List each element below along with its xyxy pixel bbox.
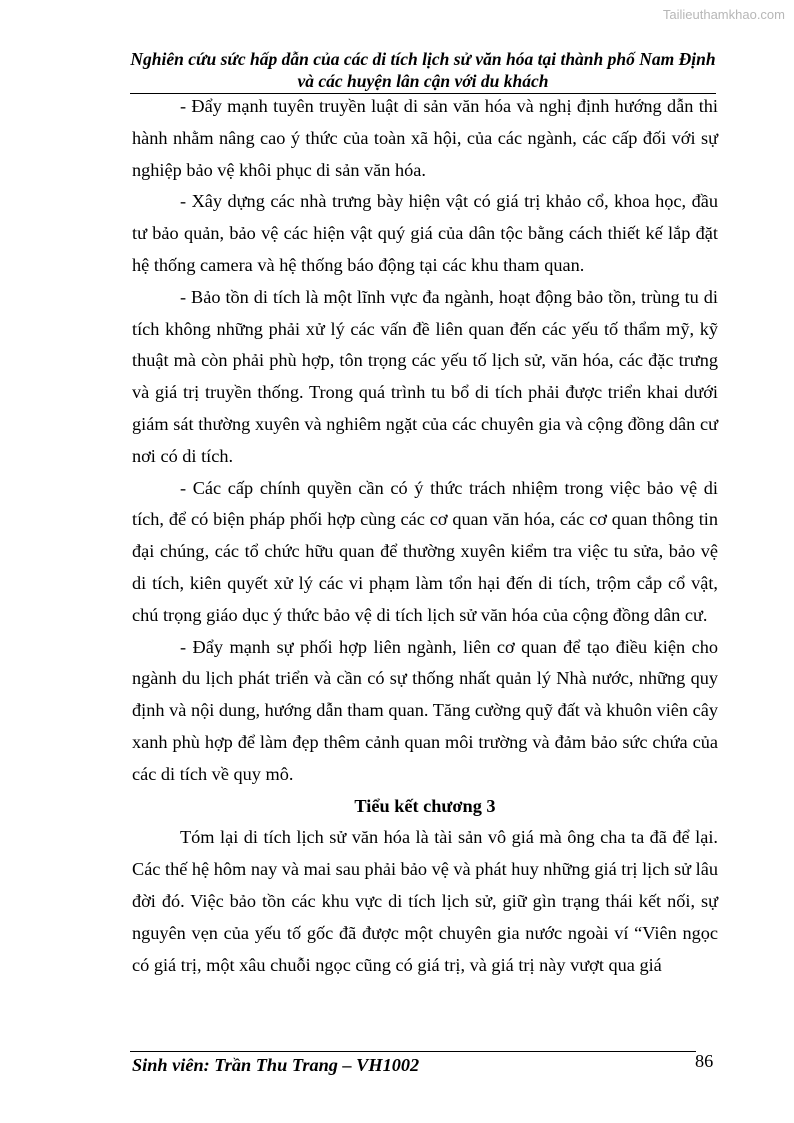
running-header-title: Nghiên cứu sức hấp dẫn của các di tích lịch sử văn hóa tại thành phố Nam Định và các huyện lân cận với du khách	[130, 49, 716, 91]
paragraph-3: - Bảo tồn di tích là một lĩnh vực đa ngành, hoạt động bảo tồn, trùng tu di tích không những phải xử lý các vấn đề liên quan đến các yếu tố thẩm mỹ, kỹ thuật mà còn phải phù hợp, tôn trọng các yếu tố lịch sử, văn hóa, các đặc trưng và giá trị truyền thống. Trong quá trình tu bổ di tích phải được triển khai dưới giám sát thường xuyên và nghiêm ngặt của các chuyên gia và cộng đồng dân cư nơi có di tích.	[132, 286, 718, 466]
paragraph-4: - Các cấp chính quyền cần có ý thức trách nhiệm trong việc bảo vệ di tích, để có biện pháp phối hợp cùng các cơ quan văn hóa, các cơ quan thông tin đại chúng, các tổ chức hữu quan để thường xuyên kiểm tra việc tu sửa, bảo vệ di tích, kiên quyết xử lý các vi phạm làm tổn hại đến di tích, trộm cắp cổ vật, chú trọng giáo dục ý thức bảo vệ di tích lịch sử văn hóa của cộng đồng dân cư.	[132, 477, 718, 625]
paragraph-2: - Xây dựng các nhà trưng bày hiện vật có giá trị khảo cổ, khoa học, đầu tư bảo quản, bảo vệ các hiện vật quý giá của dân tộc bằng cách thiết kế lắp đặt hệ thống camera và hệ thống báo động tại các khu tham quan.	[132, 191, 718, 275]
footer-author: Sinh viên: Trần Thu Trang – VH1002	[132, 1055, 420, 1075]
watermark: Tailieuthamkhao.com	[662, 7, 785, 22]
section-heading: Tiểu kết chương 3	[354, 795, 496, 816]
paragraph-5: - Đẩy mạnh sự phối hợp liên ngành, liên cơ quan để tạo điều kiện cho ngành du lịch phát triển và cần có sự thống nhất quản lý Nhà nước, những quy định và nội dung, hướng dẫn tham quan. Tăng cường quỹ đất và khuôn viên cây xanh phù hợp để làm đẹp thêm cảnh quan môi trường và đảm bảo sức chứa của các di tích về quy mô.	[132, 636, 718, 784]
page-body	[132, 91, 718, 981]
summary-paragraph: Tóm lại di tích lịch sử văn hóa là tài sản vô giá mà ông cha ta đã để lại. Các thế hệ hôm nay và mai sau phải bảo vệ và phát huy những giá trị lịch sử lâu đời đó. Việc bảo tồn các khu vực di tích lịch sử, giữ gìn trạng thái kết nối, sự nguyên vẹn của yếu tố gốc đã được một chuyên gia nước ngoài ví “Viên ngọc có giá trị, một xâu chuỗi ngọc cũng có giá trị, và giá trị này vượt qua giá	[132, 827, 718, 975]
page-number: 86	[695, 1051, 714, 1071]
footer-rule	[130, 1051, 696, 1052]
paragraph-1: - Đẩy mạnh tuyên truyền luật di sản văn hóa và nghị định hướng dẫn thi hành nhằm nâng cao ý thức của toàn xã hội, của các ngành, các cấp đối với sự nghiệp bảo vệ khôi phục di sản văn hóa.	[132, 96, 718, 180]
